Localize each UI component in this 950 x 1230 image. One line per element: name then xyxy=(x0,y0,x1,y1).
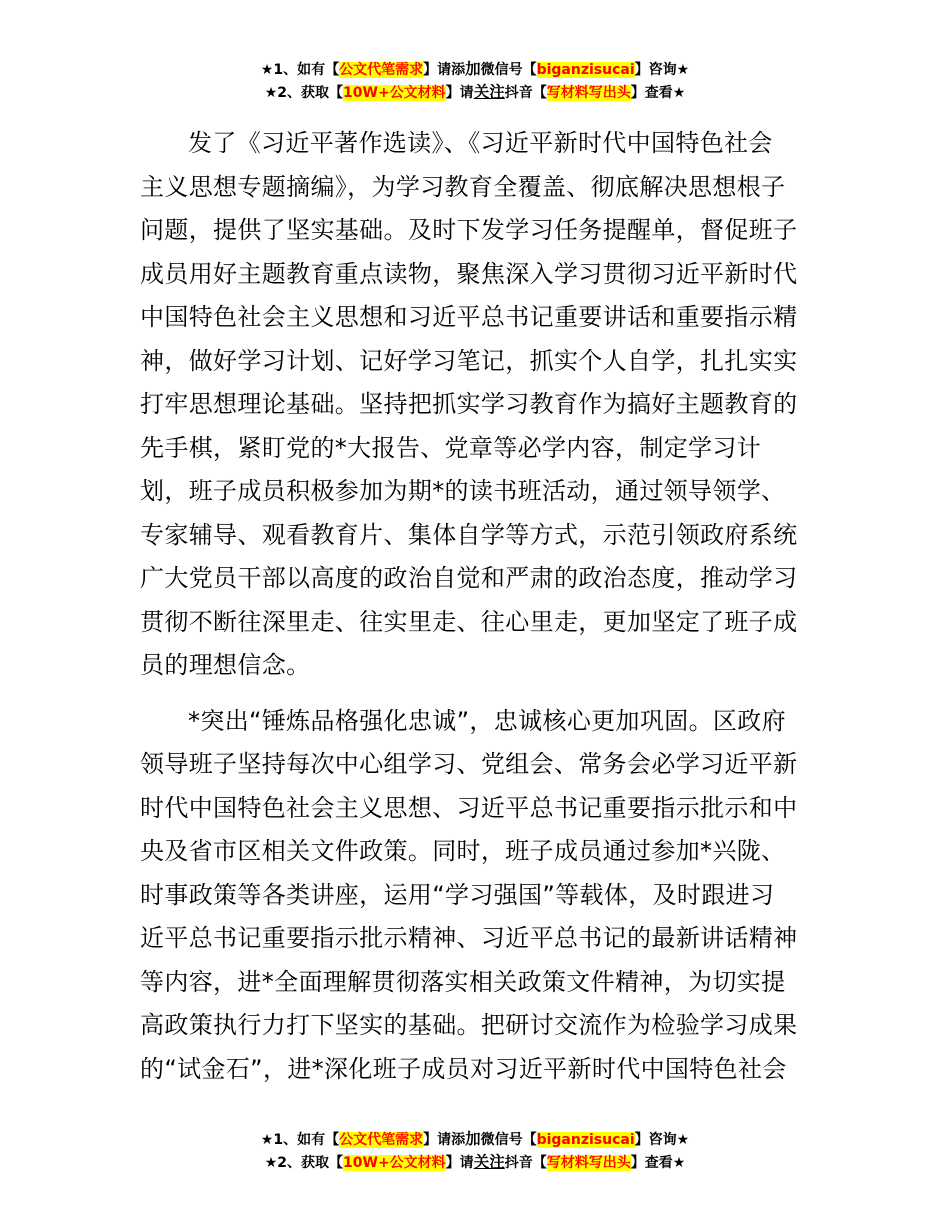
text-line: *突出“锤炼品格强化忠诚”，忠诚核心更加巩固。区政府 xyxy=(188,706,786,735)
highlight-wechat-id: biganzisucai xyxy=(536,62,635,78)
text-line: 神，做好学习计划、记好学习笔记，抓实个人自学，扎扎实实 xyxy=(140,346,798,375)
text-line: 成员用好主题教育重点读物，聚焦深入学习贯彻习近平新时代 xyxy=(140,259,798,288)
text-line: 领导班子坚持每次中心组学习、党组会、常务会必学习近平新 xyxy=(140,750,798,778)
banner-line-1: ★1、如有【公文代笔需求】请添加微信号【biganzisucai】咨询★ xyxy=(260,1130,690,1148)
text-line: 发了《习近平著作选读》、《习近平新时代中国特色社会 xyxy=(188,129,773,157)
highlight-materials: 10W+公文材料 xyxy=(343,1155,446,1171)
text-line: 专家辅导、观看教育片、集体自学等方式，示范引领政府系统 xyxy=(140,520,798,549)
text-line: 员的理想信念。 xyxy=(140,651,311,679)
header-banner xyxy=(0,58,950,104)
paragraph-2 xyxy=(140,700,812,1092)
document-body xyxy=(140,122,812,1091)
text-line: 央及省市区相关文件政策。同时，班子成员通过参加*兴陇、 xyxy=(140,837,786,865)
text-line: 主义思想专题摘编》，为学习教育全覆盖、彻底解决思想根子 xyxy=(140,172,786,201)
banner-line-2: ★2、获取【10W+公文材料】请关注抖音【写材料写出头】查看★ xyxy=(264,83,686,101)
text-line: 等内容，进*全面理解贯彻落实相关政策文件精神，为切实提 xyxy=(140,967,786,996)
text-line: 近平总书记重要指示批示精神、习近平总书记的最新讲话精神 xyxy=(140,924,798,952)
text-line: 高政策执行力打下坚实的基础。把研讨交流作为检验学习成果 xyxy=(140,1011,798,1039)
highlight-douyin: 写材料写出头 xyxy=(546,1155,631,1171)
text-line: 划，班子成员积极参加为期*的读书班活动，通过领导领学、 xyxy=(140,477,786,505)
banner-line-1: ★1、如有【公文代笔需求】请添加微信号【biganzisucai】咨询★ xyxy=(260,60,690,78)
text-line: 问题，提供了坚实基础。及时下发学习任务提醒单，督促班子 xyxy=(140,216,798,244)
text-line: 广大党员干部以高度的政治自觉和严肃的政治态度，推动学习 xyxy=(140,564,798,592)
text-line: 时事政策等各类讲座，运用“学习强国”等载体，及时跟进习 xyxy=(140,880,775,909)
highlight-materials: 10W+公文材料 xyxy=(343,85,446,101)
text-line: 先手棋，紧盯党的*大报告、党章等必学内容，制定学习计 xyxy=(140,433,762,462)
banner-line-2: ★2、获取【10W+公文材料】请关注抖音【写材料写出头】查看★ xyxy=(264,1153,686,1171)
footer-banner xyxy=(0,1128,950,1174)
highlight-service: 公文代笔需求 xyxy=(339,62,424,78)
highlight-service: 公文代笔需求 xyxy=(339,1132,424,1148)
highlight-wechat-id: biganzisucai xyxy=(536,1132,635,1148)
text-line: 中国特色社会主义思想和习近平总书记重要讲话和重要指示精 xyxy=(140,303,798,331)
text-line: 时代中国特色社会主义思想、习近平总书记重要指示批示和中 xyxy=(140,793,798,822)
highlight-douyin: 写材料写出头 xyxy=(546,85,631,101)
text-line: 的“试金石”，进*深化班子成员对习近平新时代中国特色社会 xyxy=(140,1054,787,1083)
text-line: 打牢思想理论基础。坚持把抓实学习教育作为搞好主题教育的 xyxy=(140,390,798,418)
paragraph-1 xyxy=(140,122,812,688)
text-line: 贯彻不断往深里走、往实里走、往心里走，更加坚定了班子成 xyxy=(140,607,798,636)
